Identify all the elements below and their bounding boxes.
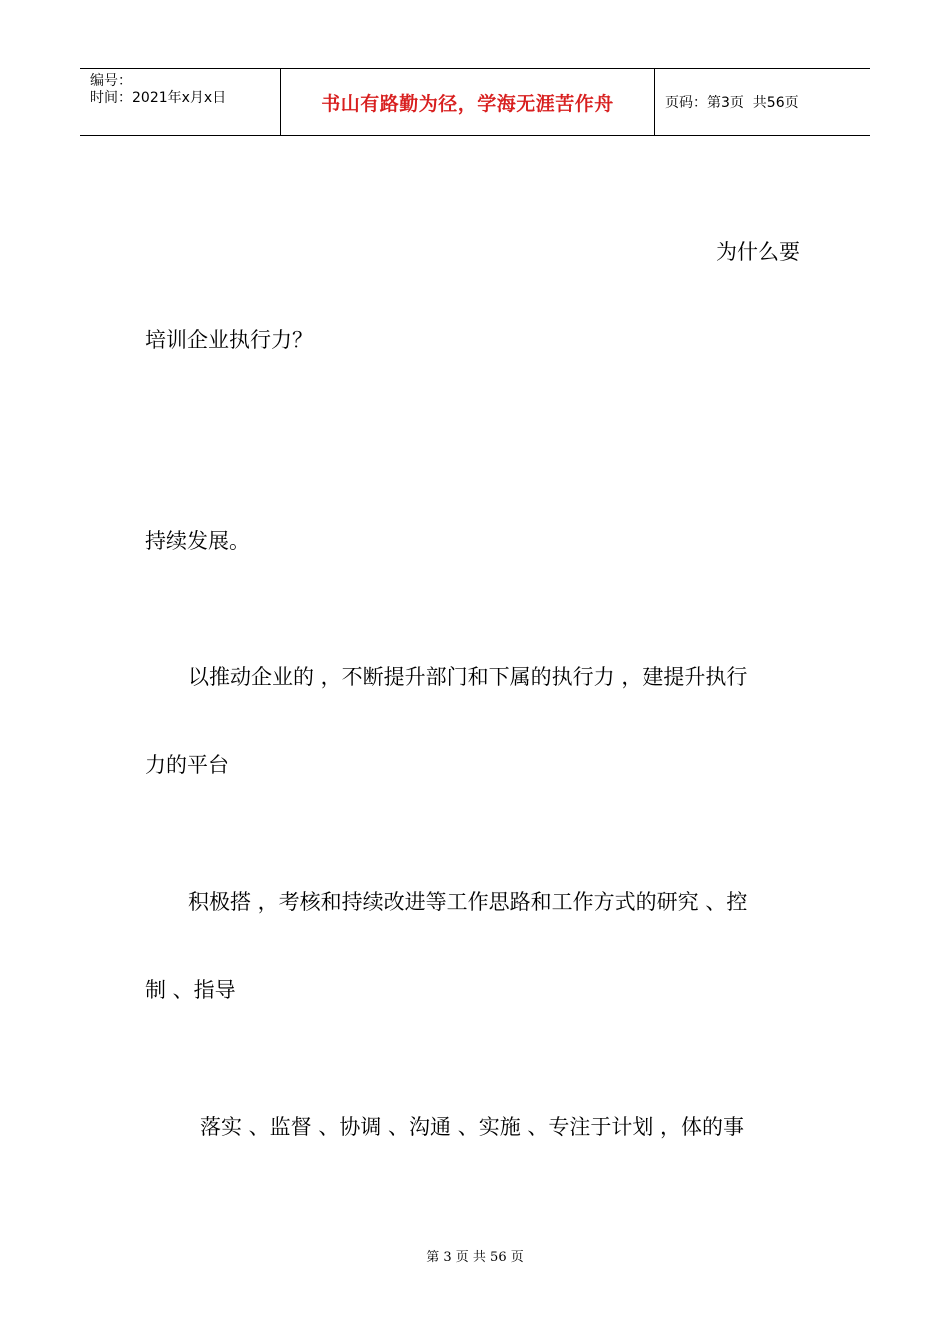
header-page-info: 页码：第3页 共56页	[665, 95, 799, 111]
header-motto: 书山有路勤为径，学海无涯苦作舟	[281, 69, 655, 135]
page-footer: 第 3 页 共 56 页	[426, 1250, 524, 1265]
body-line: 力的平台	[145, 753, 229, 777]
body-line: 制 、指导	[145, 978, 236, 1002]
body-line: 培训企业执行力？	[145, 328, 313, 352]
body-line: 落实 、监督 、协调 、沟通 、实施 、专注于计划 ，体的事	[200, 1115, 745, 1139]
document-number-label: 编号：	[90, 73, 132, 89]
header-meta-cell	[80, 69, 281, 135]
body-line: 持续发展。	[145, 529, 250, 553]
body-line: 以推动企业的 ，不断提升部门和下属的执行力 ，建提升执行	[188, 665, 748, 689]
body-line: 积极搭 ，考核和持续改进等工作思路和工作方式的研究 、控	[188, 890, 748, 914]
body-line: 为什么要	[716, 240, 800, 264]
document-header	[80, 68, 870, 136]
document-date-label: 时间：2021年x月x日	[90, 90, 227, 106]
